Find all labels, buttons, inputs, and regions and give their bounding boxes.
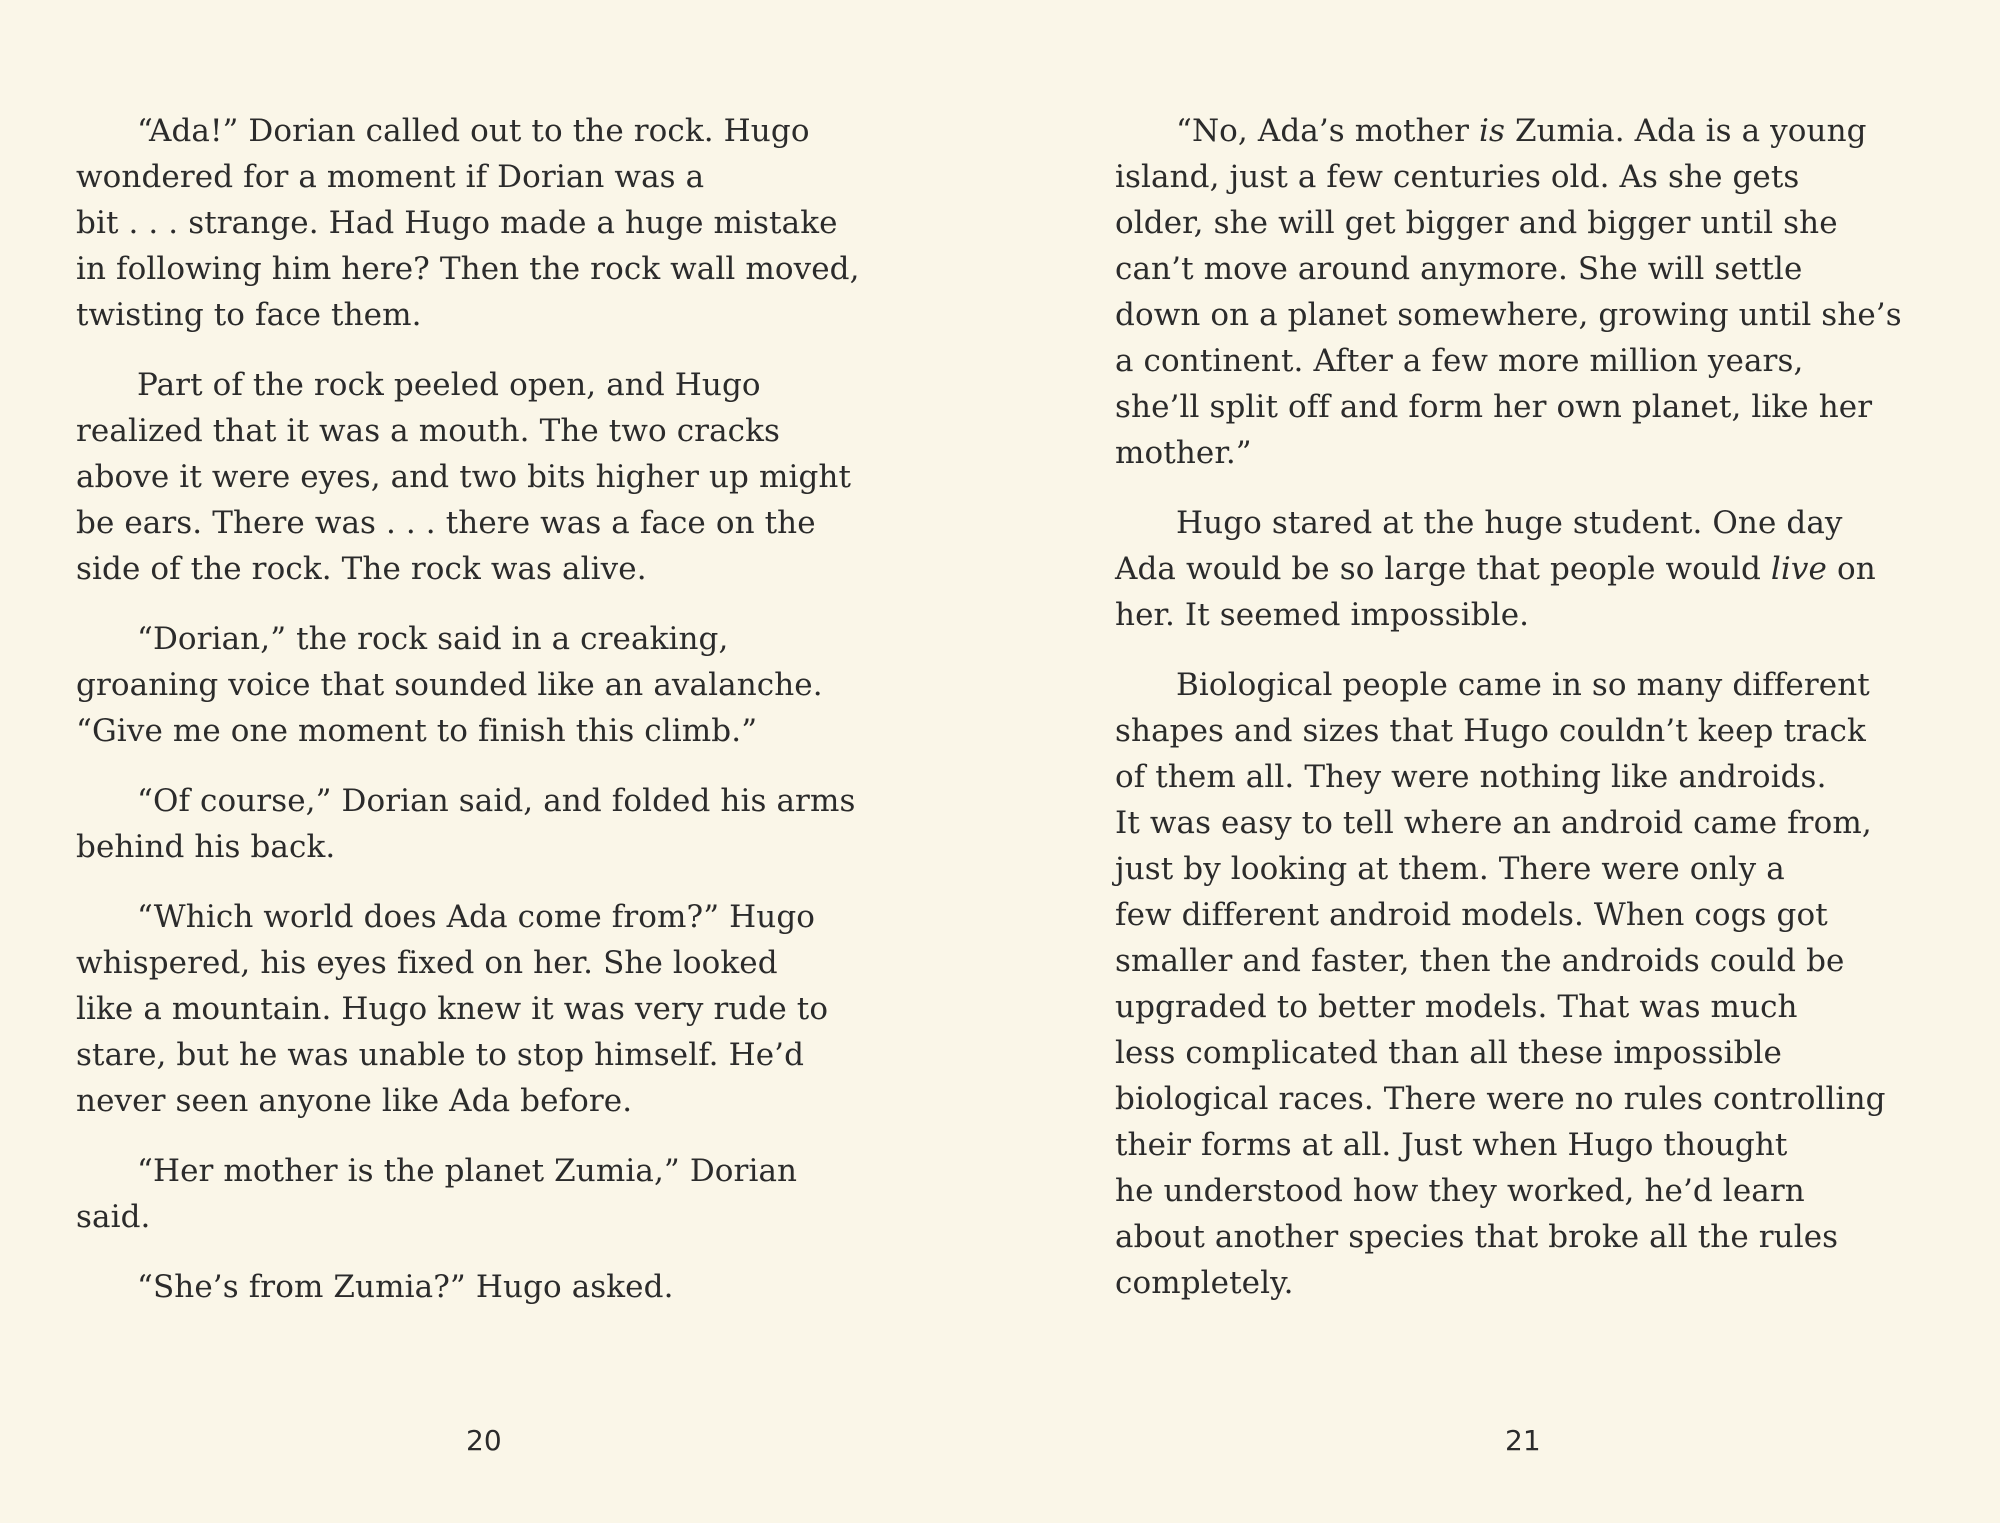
text-line: Biological people came in so many different <box>1176 667 1870 703</box>
text-line: completely. <box>1115 1265 1294 1301</box>
paragraph <box>76 778 896 870</box>
paragraph <box>76 894 896 1124</box>
text-line: “Her mother is the planet Zumia,” Dorian <box>137 1153 798 1189</box>
paragraph <box>1115 108 1930 476</box>
text-line: “Give me one moment to finish this climb.” <box>76 713 758 749</box>
text-line: their forms at all. Just when Hugo thought <box>1115 1127 1788 1163</box>
text-line: smaller and faster, then the androids could be <box>1115 943 1845 979</box>
text-line: “She’s from Zumia?” Hugo asked. <box>137 1269 674 1305</box>
right-page <box>1000 0 2000 1523</box>
emphasis: live <box>1770 551 1827 587</box>
text-line: behind his back. <box>76 829 336 865</box>
text-line: stare, but he was unable to stop himself. He’d <box>76 1037 805 1073</box>
text-line: island, just a few centuries old. As she gets <box>1115 159 1800 195</box>
text-line: “Of course,” Dorian said, and folded his arms <box>137 783 856 819</box>
text-line: a continent. After a few more million years, <box>1115 343 1804 379</box>
text-line: Hugo stared at the huge student. One day <box>1176 505 1843 541</box>
paragraph <box>1115 662 1930 1306</box>
text-line: less complicated than all these impossible <box>1115 1035 1782 1071</box>
text-line: can’t move around anymore. She will settle <box>1115 251 1803 287</box>
text-line: her. It seemed impossible. <box>1115 597 1530 633</box>
text-line: It was easy to tell where an android came from, <box>1115 805 1872 841</box>
text-line: just by looking at them. There were only a <box>1115 851 1785 887</box>
text-line: wondered for a moment if Dorian was a <box>76 159 705 195</box>
text-line: whispered, his eyes fixed on her. She looked <box>76 945 778 981</box>
text-line: twisting to face them. <box>76 297 422 333</box>
page-number: 20 <box>466 1424 502 1457</box>
text-line: “Which world does Ada come from?” Hugo <box>137 899 816 935</box>
text-line: older, she will get bigger and bigger until she <box>1115 205 1838 241</box>
text-line: be ears. There was . . . there was a face on the <box>76 505 816 541</box>
text-line: “No, Ada’s mother is Zumia. Ada is a young <box>1176 113 1867 149</box>
text-line: “Dorian,” the rock said in a creaking, <box>137 621 729 657</box>
right-page-text <box>1115 108 1930 1330</box>
text-line: realized that it was a mouth. The two cracks <box>76 413 781 449</box>
emphasis: is <box>1469 113 1515 149</box>
text-line: groaning voice that sounded like an avalanche. <box>76 667 823 703</box>
text-line: upgraded to better models. That was much <box>1115 989 1798 1025</box>
paragraph <box>76 362 896 592</box>
text-line: she’ll split off and form her own planet, like her <box>1115 389 1873 425</box>
paragraph <box>76 616 896 754</box>
text-line: mother.” <box>1115 435 1252 471</box>
text-line: few different android models. When cogs got <box>1115 897 1828 933</box>
text-line: said. <box>76 1199 151 1235</box>
text-line: like a mountain. Hugo knew it was very rude to <box>76 991 829 1027</box>
text-line: he understood how they worked, he’d learn <box>1115 1173 1805 1209</box>
paragraph <box>76 1148 896 1240</box>
text-line: biological races. There were no rules controlling <box>1115 1081 1886 1117</box>
text-line: “Ada!” Dorian called out to the rock. Hugo <box>137 113 810 149</box>
paragraph <box>76 108 896 338</box>
paragraph <box>76 1264 896 1310</box>
paragraph <box>1115 500 1930 638</box>
text-line: shapes and sizes that Hugo couldn’t keep track <box>1115 713 1866 749</box>
page-number: 21 <box>1505 1424 1541 1457</box>
text-line: side of the rock. The rock was alive. <box>76 551 647 587</box>
text-line: bit . . . strange. Had Hugo made a huge mistake <box>76 205 838 241</box>
text-line: above it were eyes, and two bits higher up might <box>76 459 852 495</box>
text-line: down on a planet somewhere, growing until she’s <box>1115 297 1902 333</box>
text-line: Part of the rock peeled open, and Hugo <box>137 367 761 403</box>
text-line: of them all. They were nothing like androids. <box>1115 759 1827 795</box>
text-line: never seen anyone like Ada before. <box>76 1083 633 1119</box>
left-page-text <box>76 108 896 1334</box>
text-line: about another species that broke all the rules <box>1115 1219 1839 1255</box>
text-line: Ada would be so large that people would live on <box>1115 551 1876 587</box>
text-line: in following him here? Then the rock wall moved, <box>76 251 860 287</box>
